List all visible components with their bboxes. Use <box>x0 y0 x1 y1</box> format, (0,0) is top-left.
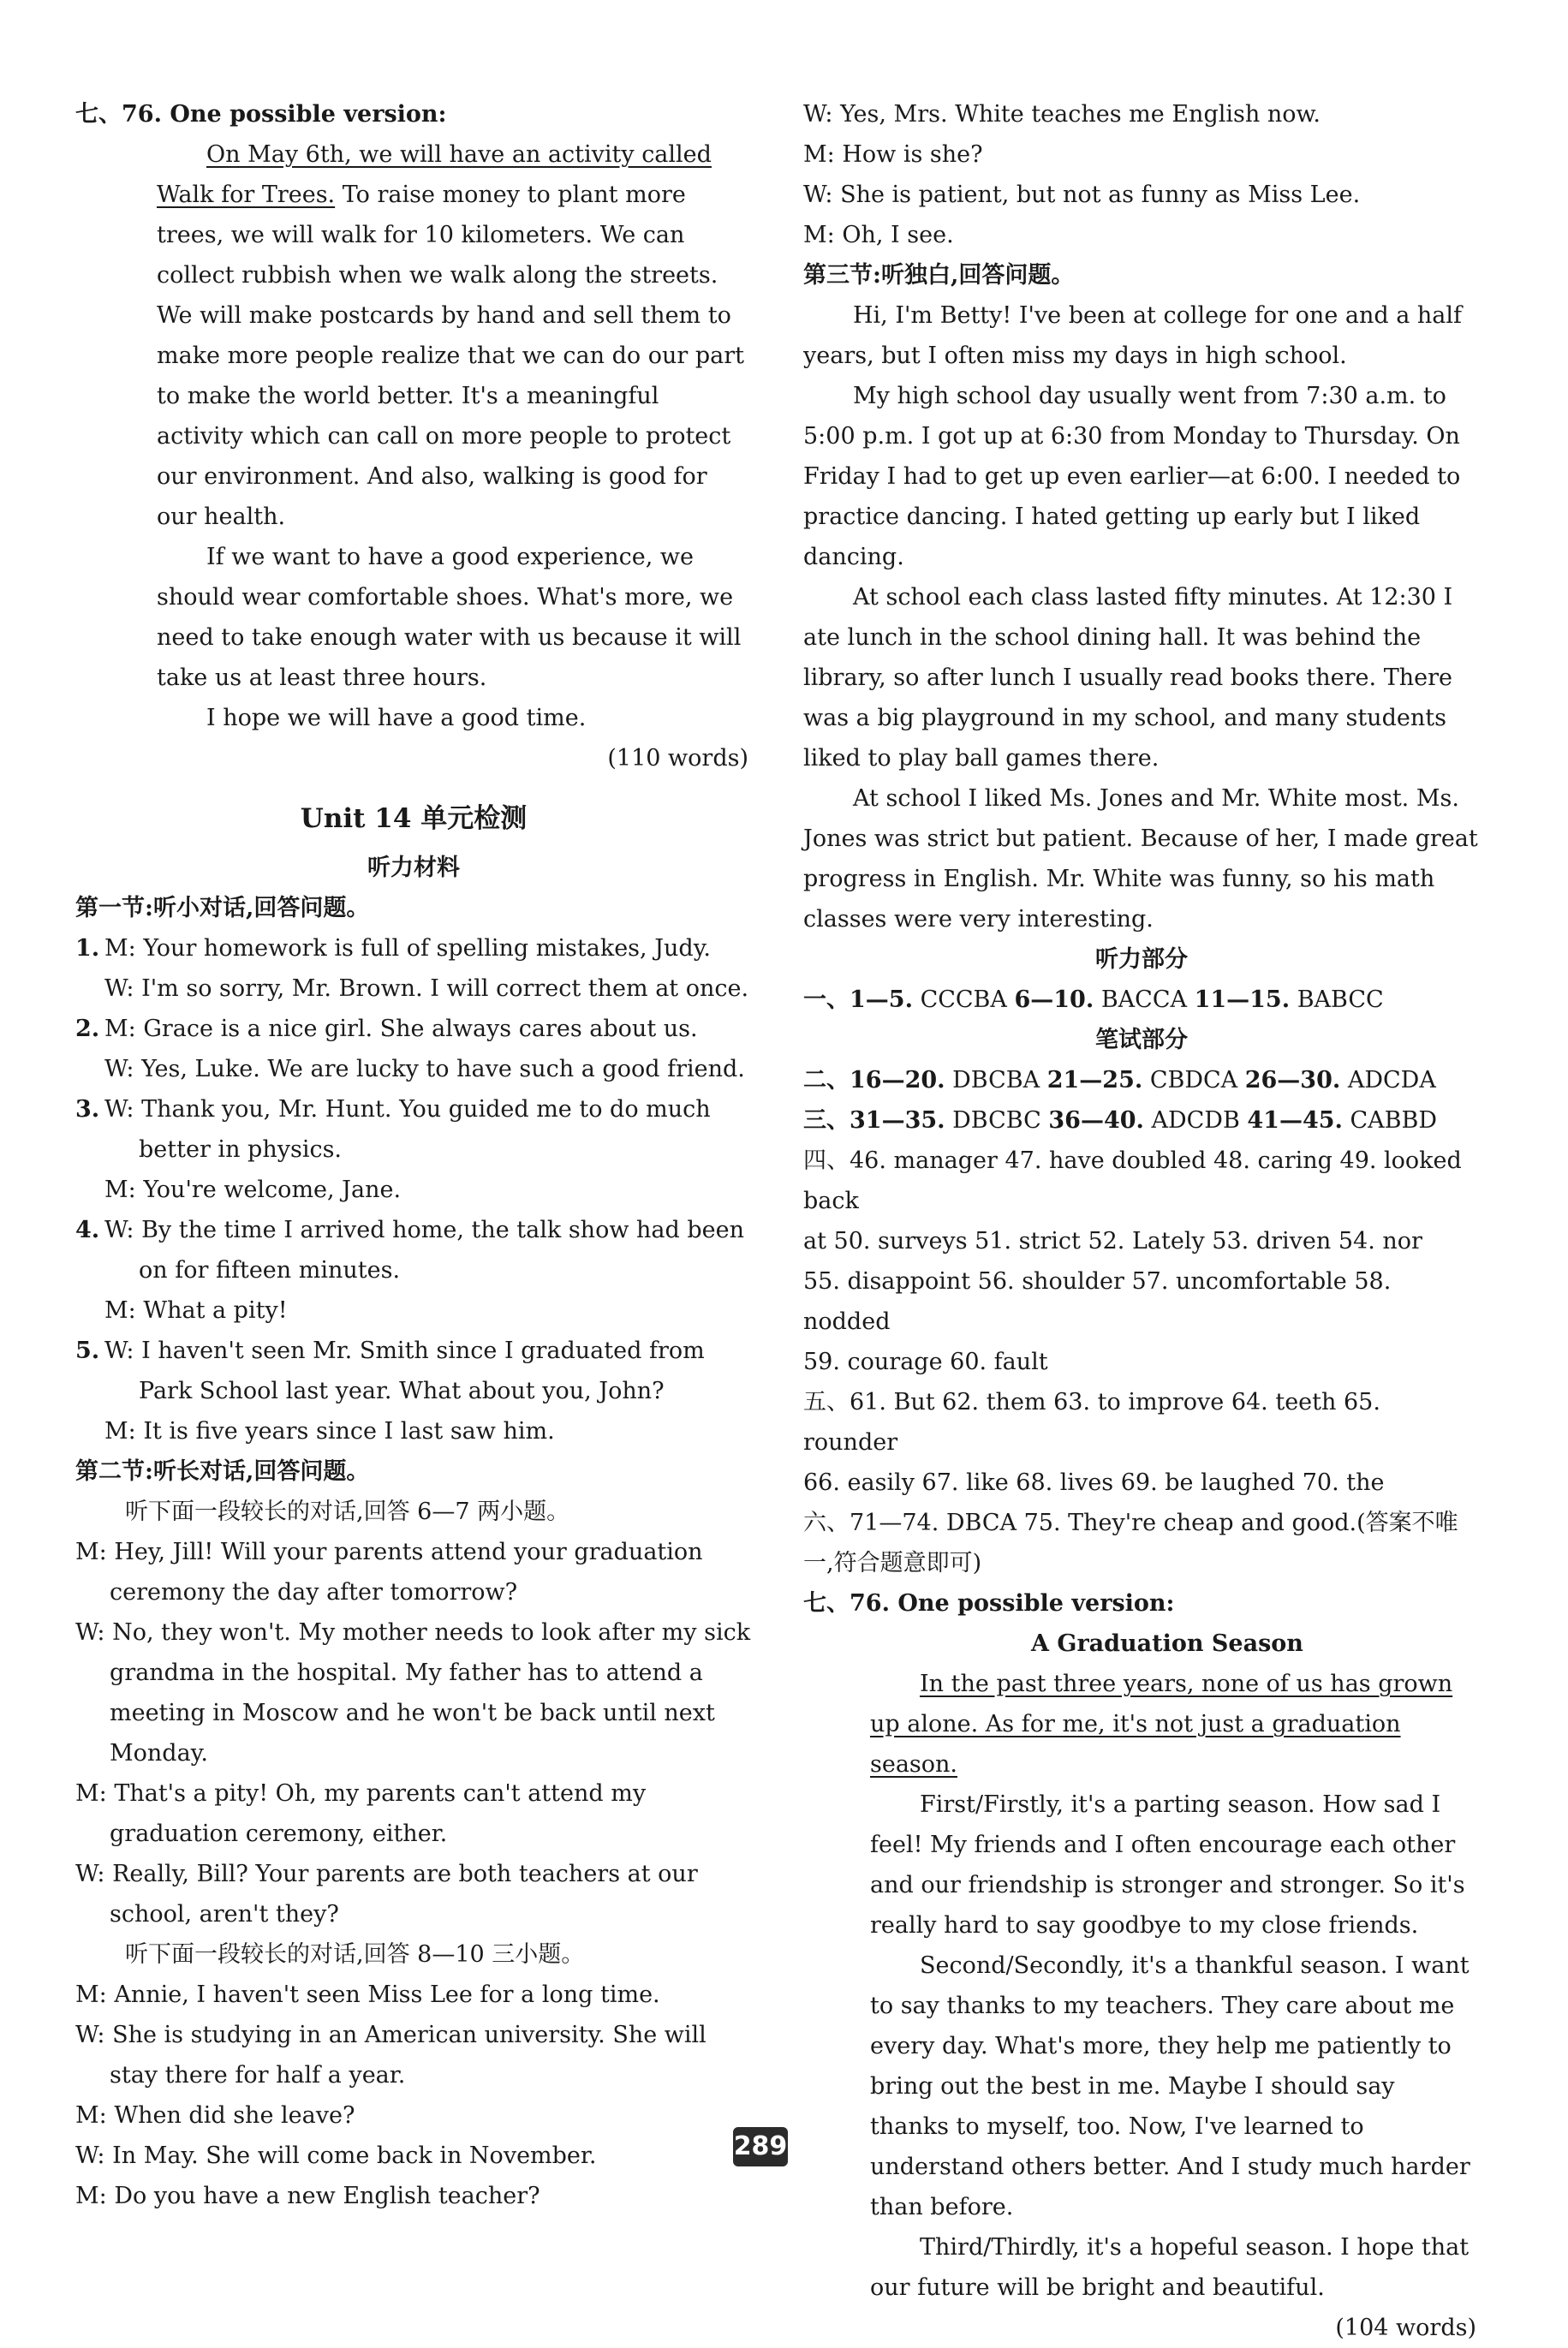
essay-underlined-sentence: In the past three years, none of us has grown up alone. As for me, it's not just a graduation season. <box>870 1671 1453 1778</box>
essay-paragraph: On May 6th, we will have an activity called Walk for Trees. To raise money to plant more trees, we will walk for 10 kilometers. We can collect rubbish when we walk along the streets. We will make postcards by hand and sell them to make more people realize that we can do our part to make the world better. It's a meaningful activity which can call on more people to protect our environment. And also, walking is good for our health. <box>157 141 745 530</box>
dialogue-item: 4. W: By the time I arrived home, the talk show had been on for fifteen minutes. M: What a pity! <box>75 1217 744 1324</box>
dialogue-line: W: Yes, Mrs. White teaches me English now. <box>803 101 1321 128</box>
word-count: (110 words) <box>607 745 748 772</box>
answers-46-60-line: 55. disappoint 56. shoulder 57. uncomfortable 58. nodded <box>803 1268 1392 1335</box>
listening-part-title: 听力部分 <box>1095 946 1188 973</box>
essay-title: A Graduation Season <box>1031 1630 1303 1657</box>
dialogue-line: W: She is patient, but not as funny as Miss Lee. <box>803 182 1361 208</box>
essay-graduation-season <box>803 1664 1480 2348</box>
dialogue-line: W: She is studying in an American university. She will stay there for half a year. <box>75 2022 706 2089</box>
section-7-heading: 七、76. One possible version: <box>75 101 447 128</box>
written-part-title: 笔试部分 <box>1095 1027 1188 1053</box>
answers-31-45: 三、31—35. DBCBC 36—40. ADCDB 41—45. CABBD <box>803 1107 1438 1134</box>
answers-46-60-line: at 50. surveys 51. strict 52. Lately 53. driven 54. nor <box>803 1228 1422 1254</box>
essay-paragraph: First/Firstly, it's a parting season. How sad I feel! My friends and I often encourage each other and our friendship is stronger and stronger. So it's really hard to say goodbye to my close friends. <box>870 1791 1465 1939</box>
monologue-paragraph: At school each class lasted fifty minutes. At 12:30 I ate lunch in the school dining hall. It was behind the library, so after lunch I usually read books there. There was a big playground in my school, and many students liked to play ball games there. <box>803 584 1453 772</box>
answers-46-60-line: 59. courage 60. fault <box>803 1349 1048 1375</box>
instruction-8-10: 听下面一段较长的对话,回答 8—10 三小题。 <box>125 1941 585 1968</box>
unit-title: Unit 14 单元检测 <box>300 803 528 834</box>
section-3-heading: 第三节:听独白,回答问题。 <box>803 262 1075 289</box>
answers-16-30: 二、16—20. DBCBA 21—25. CBDCA 26—30. ADCDA <box>803 1067 1436 1094</box>
essay-paragraph: Second/Secondly, it's a thankful season. I want to say thanks to my teachers. They care about me every day. What's more, they help me patiently to bring out the best in me. Maybe I should say thanks to myself, too. Now, I've learned to understand others better. And I study much harder than before. <box>870 1952 1470 2220</box>
listening-title: 听力材料 <box>367 855 460 881</box>
right-column <box>803 94 1480 2348</box>
dialogue-line: W: Really, Bill? Your parents are both teachers at our school, aren't they? <box>75 1861 698 1928</box>
monologue-paragraph: At school I liked Ms. Jones and Mr. White most. Ms. Jones was strict but patient. Because of her, I made great progress in English. Mr. White was funny, so his math classes were very interesting. <box>803 785 1478 933</box>
dialogue-line: M: Oh, I see. <box>803 222 954 248</box>
dialogue-item: 3. W: Thank you, Mr. Hunt. You guided me to do much better in physics. M: You're welcome, Jane. <box>75 1096 711 1203</box>
dialogue-item: 1. M: Your homework is full of spelling mistakes, Judy. W: I'm so sorry, Mr. Brown. I will correct them at once. <box>75 935 749 1002</box>
dialogue-item: 2. M: Grace is a nice girl. She always cares about us. W: Yes, Luke. We are lucky to have such a good friend. <box>75 1016 745 1082</box>
dialogue-line: M: Do you have a new English teacher? <box>75 2183 540 2209</box>
dialogue-line: W: In May. She will come back in November. <box>75 2142 597 2169</box>
monologue-paragraph: Hi, I'm Betty! I've been at college for one and a half years, but I often miss my days in high school. <box>803 302 1463 369</box>
answers-61-70-line: 五、61. But 62. them 63. to improve 64. teeth 65. rounder <box>803 1389 1380 1456</box>
left-column <box>75 94 752 2216</box>
dialogue-line: W: No, they won't. My mother needs to look after my sick grandma in the hospital. My father has to attend a meeting in Moscow and he won't be back until next Monday. <box>75 1619 751 1767</box>
dialogue-line: M: Hey, Jill! Will your parents attend your graduation ceremony the day after tomorrow? <box>75 1539 703 1606</box>
monologue-paragraph: My high school day usually went from 7:30 a.m. to 5:00 p.m. I got up at 6:30 from Monday to Thursday. On Friday I had to get up even earlier—at 6:00. I needed to practice dancing. I hated getting up early but I liked dancing. <box>803 383 1461 570</box>
essay-paragraph: Third/Thirdly, it's a hopeful season. I hope that our future will be bright and beautiful. <box>870 2234 1470 2301</box>
answers-46-60-line: 四、46. manager 47. have doubled 48. caring 49. looked back <box>803 1147 1462 1214</box>
dialogue-line: M: That's a pity! Oh, my parents can't attend my graduation ceremony, either. <box>75 1780 647 1847</box>
essay-paragraph <box>870 1664 1480 1785</box>
answers-61-70-line: 66. easily 67. like 68. lives 69. be laughed 70. the <box>803 1469 1385 1496</box>
instruction-6-7: 听下面一段较长的对话,回答 6—7 两小题。 <box>125 1499 570 1525</box>
dialogue-line: M: Annie, I haven't seen Miss Lee for a long time. <box>75 1981 660 2008</box>
dialogue-item: 5. W: I haven't seen Mr. Smith since I graduated from Park School last year. What about you, John? M: It is five years since I last saw him. <box>75 1338 705 1445</box>
short-dialogues <box>75 928 752 1451</box>
word-count: (104 words) <box>1335 2315 1476 2341</box>
answers-71-75: 六、71—74. DBCA 75. They're cheap and good.(答案不唯一,符合题意即可) <box>803 1510 1458 1576</box>
essay-underlined-sentence: On May 6th, we will have an activity called Walk for Trees. <box>157 141 712 208</box>
dialogue-line: M: How is she? <box>803 141 983 168</box>
section-1-heading: 第一节:听小对话,回答问题。 <box>75 895 370 921</box>
dialogue-line: M: When did she leave? <box>75 2102 355 2129</box>
answers-1-15: 一、1—5. CCCBA 6—10. BACCA 11—15. BABCC <box>803 986 1384 1013</box>
section-2-heading: 第二节:听长对话,回答问题。 <box>75 1458 370 1485</box>
essay-walk-for-trees <box>75 134 752 778</box>
section-7-heading: 七、76. One possible version: <box>803 1590 1175 1617</box>
essay-paragraph: If we want to have a good experience, we should wear comfortable shoes. What's more, we need to take enough water with us because it will take us at least three hours. <box>157 544 742 691</box>
essay-paragraph: I hope we will have a good time. <box>206 705 587 731</box>
page-number: 289 <box>733 2127 788 2166</box>
